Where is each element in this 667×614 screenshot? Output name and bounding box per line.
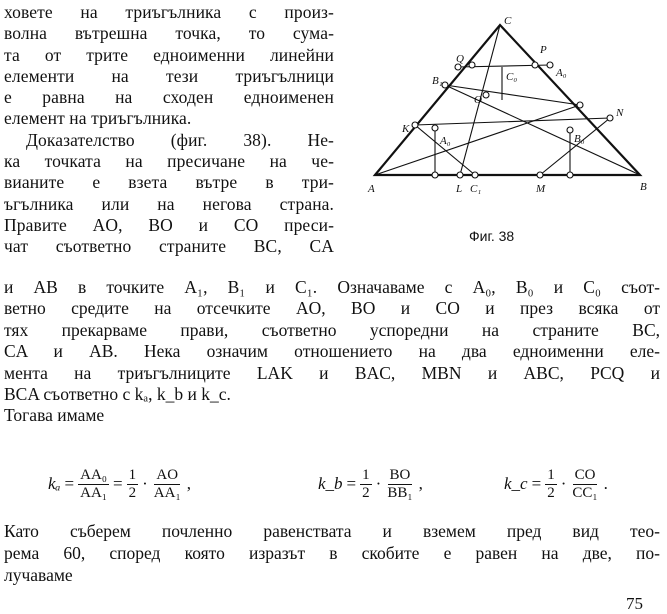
text-line: елементи на тези триъгълници (4, 65, 334, 86)
line-kl (415, 125, 475, 175)
text-line: тях прекарваме прави, съответно успоредни на страните BC, (4, 319, 660, 340)
label-p: P (540, 44, 547, 56)
proof-line: ка точката на пресичане на че- (4, 151, 334, 172)
label-l: L (456, 183, 463, 195)
text-line: BCA съответно с kₐ, k_b и k_c. (4, 384, 231, 405)
cevian-ao (375, 105, 580, 175)
parallel-kn (415, 118, 610, 125)
text-line: ховете на триъгълника с произ- (4, 2, 334, 22)
formula-kc: k_c = $\frac{1}{2}$ · $\frac{CO}{\text{CC₁}}$ . (504, 466, 608, 501)
proof-line: Доказателство (фиг. 38). Не- (26, 129, 334, 150)
text-line: мента на триъгълниците LAK и BAC, MBN и ABC, PCQ и (4, 362, 660, 383)
text-line: и AB в точките A₁, B₁ и C₁. Означаваме с A₀, B₀ и C₀ съот- (4, 277, 660, 297)
text-line: Като съберем почленно равенствата и вземем пред вид тео- (4, 521, 660, 541)
proof-line: вианите е взета вътре в три- (4, 172, 334, 193)
body-text (4, 277, 660, 427)
text-line: Тогава имаме (4, 405, 105, 426)
label-k: K (402, 123, 410, 135)
label-b1: B₁ (432, 75, 443, 87)
label-a: A (368, 183, 375, 195)
label-o: O (474, 94, 482, 106)
label-b0: B₀ (574, 133, 585, 145)
text-line: лучаваме (4, 565, 73, 585)
formula-kb: k_b = $\frac{1}{2}$ · $\frac{BO}{\text{BB₁}}$ , (318, 466, 423, 501)
label-a0: A₀ (440, 135, 451, 147)
label-c: C (504, 15, 512, 27)
label-m: M (536, 183, 546, 195)
triangle-abc (375, 25, 640, 175)
proof-line: чат съответно страните BC, CA (4, 236, 334, 257)
label-c1: C₁ (470, 183, 482, 195)
formula-row (0, 456, 667, 512)
proof-line: ъгълника или на негова страна. (4, 193, 334, 214)
text-line: CA и AB. Нека означим отношението на два едноименни еле- (4, 341, 660, 362)
figure-caption: Фиг. 38 (469, 228, 515, 244)
triangle-figure (360, 10, 660, 255)
text-line: е равна на сходен едноименен (4, 87, 334, 108)
text-line: та от трите едноименни линейни (4, 44, 334, 65)
text-line: рема 60, според която изразът в скобите е равен на две, по- (4, 543, 660, 563)
conclusion-text (4, 520, 660, 586)
label-c0: C₀ (506, 71, 518, 83)
line-mn (540, 118, 610, 175)
label-q: Q (456, 53, 464, 65)
formula-ka: kₐ = $\frac{\text{AA₀}}{\text{AA₁}}$ = $\frac{1}{2}$ · $\frac{AO}{\text{AA₁}}$ , (48, 466, 191, 501)
text-line: ветно средите на отсечките AO, BO и CO и през всяка от (4, 298, 660, 319)
proof-line: Правите AO, BO и CO преси- (4, 214, 334, 235)
label-a0-top: A₀ (556, 67, 567, 79)
label-n: N (616, 107, 624, 119)
text-line: елемент на триъгълника. (4, 108, 192, 129)
text-line: волна вътрешна точка, то сума- (4, 23, 334, 44)
label-b: B (640, 181, 647, 193)
page-number: 75 (626, 594, 643, 613)
intro-column (4, 2, 334, 258)
